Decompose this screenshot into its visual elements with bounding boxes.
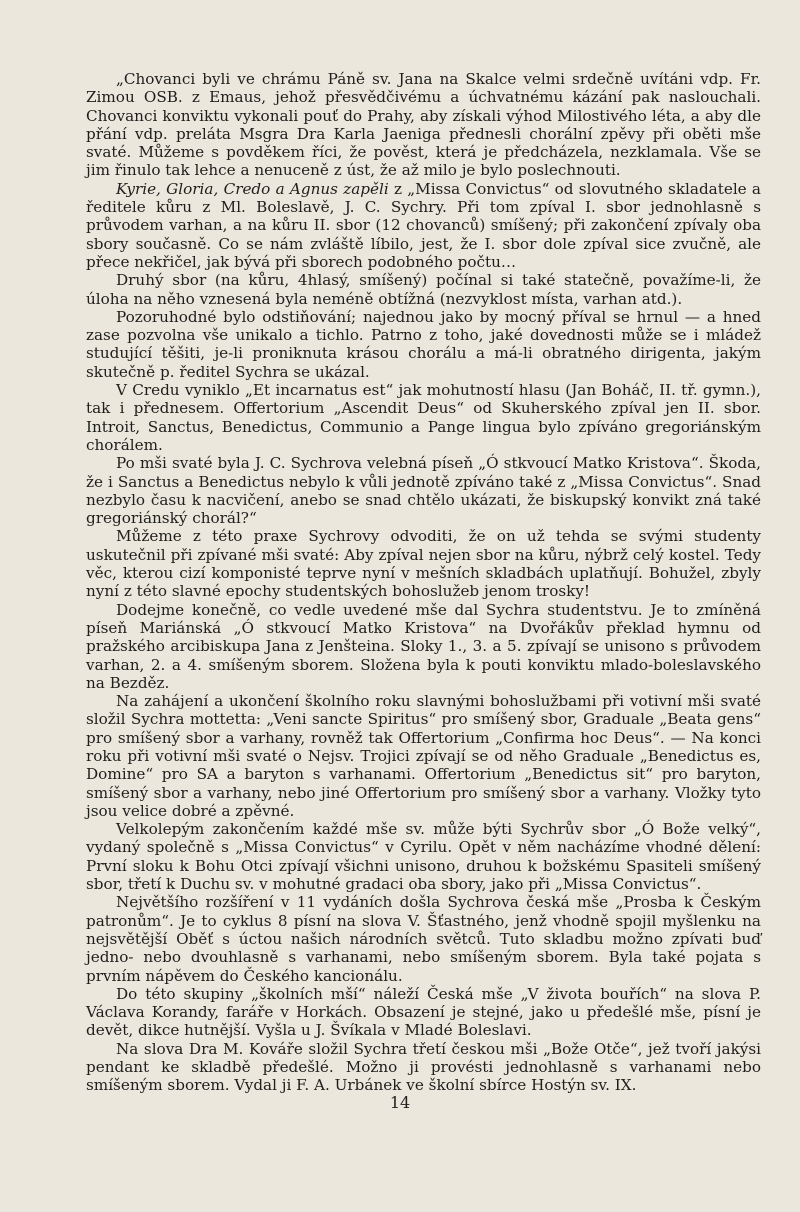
- paragraph-1: „Chovanci byli ve chrámu Páně sv. Jana na Skalce velmi srdečně uvítáni vdp. Fr. Zimou OSB. z Emaus, jehož přesvědčivému a úchvatnému kázání pak naslouchali. Chovanci konviktu vykonali pouť do Prahy, aby získali výhod Milostivého léta, a aby dle přání vdp. preláta Msgra Dra Karla Jaeniga přednesli chorální zpěvy při oběti mše svaté. Můžeme s povděkem říci, že pověst, která je předcházela, nezklamala. Vše se jim řinulo tak lehce a nenuceně z úst, že až milo je bylo poslechnouti.: [86, 70, 761, 180]
- body-text: [86, 70, 761, 1095]
- paragraph-2-rest: z „Missa Convictus“ od slovutného skladatele a ředitele kůru z Ml. Boleslavě, J. C. Sychry. Při tom zpíval I. sbor jednohlasně s průvodem varhan, a na kůru II. sbor (12 chovanců) smíšený; při zakončení zpívaly oba sbory současně. Co se nám zvláště líbilo, jest, že I. sbor dole zpíval sice zvučně, ale přece nekřičel, jak bývá při sborech podobného počtu…: [86, 179, 761, 271]
- paragraph-7: Můžeme z této praxe Sychrovy odvoditi, že on už tehda se svými studenty uskutečnil při zpívané mši svaté: Aby zpíval nejen sbor na kůru, nýbrž celý kostel. Tedy věc, kterou cizí komponisté teprve nyní v mešních skladbách uplatňují. Bohužel, zbyly nyní z této slavné epochy studentských bohoslužeb jenom trosky!: [86, 527, 761, 601]
- page-number: 14: [389, 1093, 411, 1112]
- paragraph-3: Druhý sbor (na kůru, 4hlasý, smíšený) počínal si také statečně, považíme-li, že úloha na něho vznesená byla neméně obtížná (nezvyklost místa, varhan atd.).: [86, 271, 761, 308]
- paragraph-2: [86, 180, 761, 271]
- paragraph-13: Na slova Dra M. Kováře složil Sychra třetí českou mši „Bože Otče“, jež tvoří jakýsi pendant ke skladbě předešlé. Možno ji provésti jednohlasně s varhanami nebo smíšeným sborem. Vydal ji F. A. Urbánek ve školní sbírce Hostýn sv. IX.: [86, 1039, 761, 1095]
- paragraph-10: Velkolepým zakončením každé mše sv. může býti Sychrův sbor „Ó Bože velký“, vydaný společně s „Missa Convictus“ v Cyrilu. Opět v něm nacházíme vhodné dělení: První sloku k Bohu Otci zpívají všichni unisono, druhou k božskému Spasiteli smíšený sbor, třetí k Duchu sv. v mohutné gradaci oba sbory, jako při „Missa Convictus“.: [86, 820, 761, 894]
- paragraph-6: Po mši svaté byla J. C. Sychrova velebná píseň „Ó stkvoucí Matko Kristova“. Škoda, že i Sanctus a Benedictus nebylo k vůli jednotě zpíváno také z „Missa Convictus“. Snad nezbylo času k nacvičení, anebo se snad chtělo ukázati, že biskupský konvikt zná také gregoriánský chorál?“: [86, 454, 761, 528]
- paragraph-9: Na zahájení a ukončení školního roku slavnými bohoslužbami při votivní mši svaté složil Sychra mottetta: „Veni sancte Spiritus“ pro smíšený sbor, Graduale „Beata gens“ pro smíšený sbor a varhany, rovněž tak Offertorium „Confirma hoc Deus“. — Na konci roku při votivní mši svaté o Nejsv. Trojici zpívají se od něho Graduale „Benedictus es, Domine“ pro SA a baryton s varhanami. Offertorium „Benedictus sit“ pro baryton, smíšený sbor a varhany, nebo jiné Offertorium pro smíšený sbor a varhany. Vložky tyto jsou velice dobré a zpěvné.: [86, 692, 761, 820]
- paragraph-4: Pozoruhodné bylo odstiňování; najednou jako by mocný příval se hrnul — a hned zase pozvolna vše unikalo a tichlo. Patrno z toho, jaké dovednosti může se i mládež studující těšiti, je-li proniknuta krásou chorálu a má-li obratného dirigenta, jakým skutečně p. ředitel Sychra se ukázal.: [86, 307, 761, 381]
- paragraph-11: Největšího rozšíření v 11 vydáních došla Sychrova česká mše „Prosba k Českým patronům“. Je to cyklus 8 písní na slova V. Šťastného, jenž vhodně spojil myšlenku na nejsvětější Oběť s úctou našich národních světců. Tuto skladbu možno zpívati buď jedno- nebo dvouhlasně s varhanami, nebo smíšeným sborem. Byla také pojata s prvním nápěvem do Českého kancionálu.: [86, 893, 761, 985]
- italic-phrase: Kyrie, Gloria, Credo a Agnus zapěli: [116, 179, 389, 198]
- paragraph-8: Dodejme konečně, co vedle uvedené mše dal Sychra studentstvu. Je to zmíněná píseň Mariánská „Ó stkvoucí Matko Kristova“ na Dvořákův překlad hymnu od pražského arcibiskupa Jana z Jenšteina. Sloky 1., 3. a 5. zpívají se unisono s průvodem varhan, 2. a 4. smíšeným sborem. Složena byla k pouti konviktu mlado-boleslavského na Bezděz.: [86, 600, 761, 692]
- paragraph-5: V Credu vyniklo „Et incarnatus est“ jak mohutností hlasu (Jan Boháč, II. tř. gymn.), tak i přednesem. Offertorium „Ascendit Deus“ od Skuherského zpíval jen II. sbor. Introit, Sanctus, Benedictus, Communio a Pange lingua bylo zpíváno gregoriánským chorálem.: [86, 381, 761, 454]
- paragraph-12: Do této skupiny „školních mší“ náleží Česká mše „V života bouřích“ na slova P. Václava Korandy, faráře v Horkách. Obsazení je stejné, jako u předešlé mše, písní je devět, dikce hutnější. Vyšla u J. Švíkala v Mladé Boleslavi.: [86, 984, 761, 1040]
